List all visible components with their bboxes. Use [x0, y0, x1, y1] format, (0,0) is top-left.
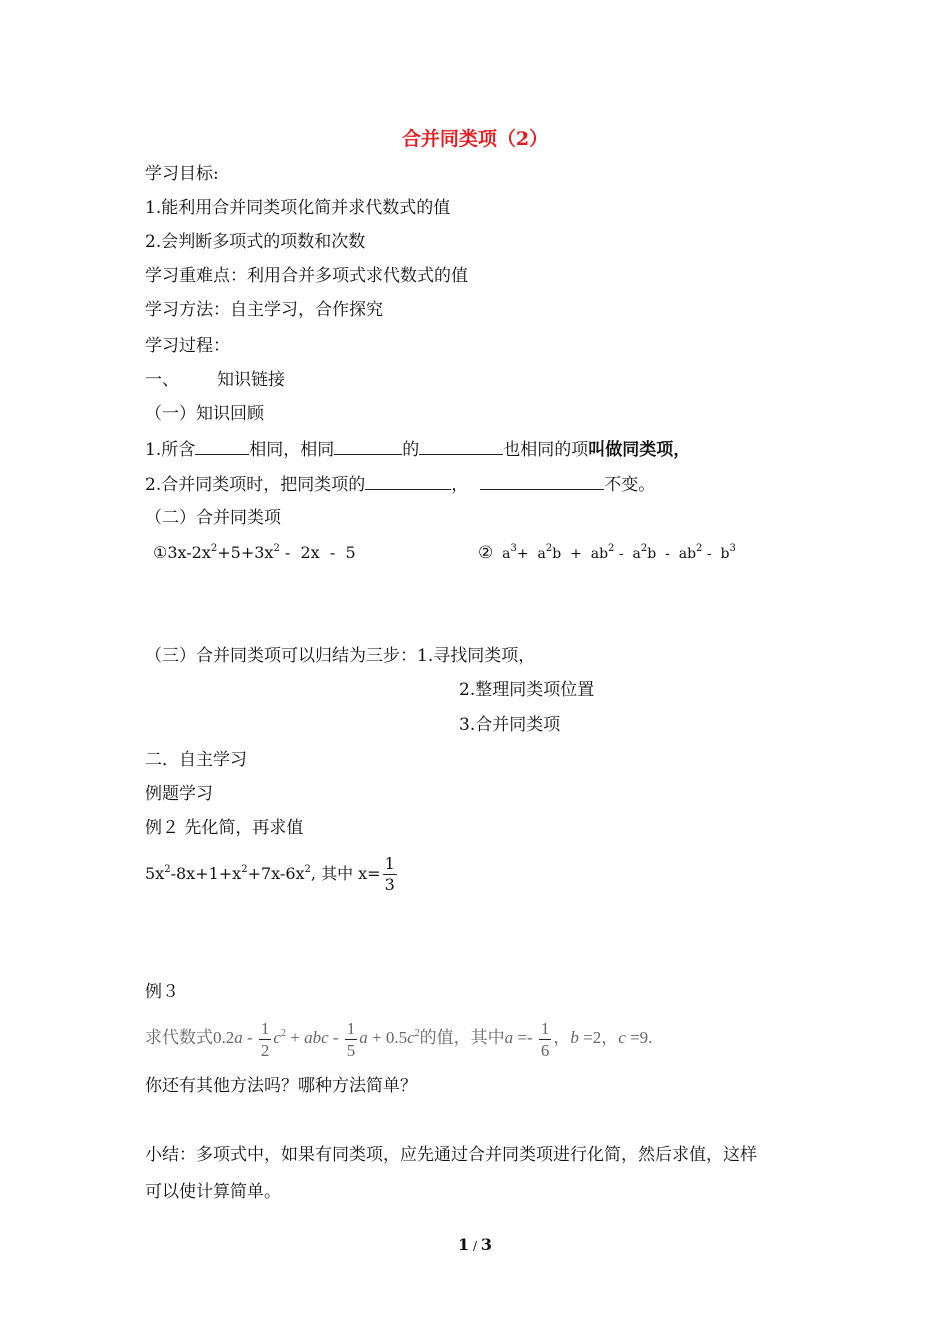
objective-item-2: 2.会判断多项式的项数和次数: [145, 232, 366, 252]
variable: a: [504, 1028, 514, 1047]
exponent: 2: [696, 543, 703, 554]
example-3-heading: 例３: [145, 982, 179, 1002]
example-2-heading: 例２ 先化简，再求值: [145, 818, 304, 838]
q1-text-4: 也相同的项: [503, 440, 589, 460]
denominator: 3: [384, 875, 395, 894]
expr-part: + a: [516, 546, 546, 562]
expr-part: a: [493, 546, 511, 562]
fraction: [383, 856, 397, 893]
example-study-heading: 例题学习: [145, 784, 213, 804]
exponent: 3: [729, 543, 736, 554]
expr-part: , 其中 x=: [310, 864, 381, 883]
expr-part: =2，: [578, 1028, 619, 1047]
fraction: [345, 1020, 358, 1059]
expr-part: 5x: [145, 864, 165, 883]
expr-part: b + ab: [552, 546, 609, 562]
variable: a: [234, 1028, 243, 1047]
denominator: 5: [346, 1040, 356, 1060]
exponent: 2: [640, 543, 648, 554]
exponent: 2: [304, 864, 311, 875]
variable: abc: [304, 1028, 329, 1047]
expr-part: +5+3x: [217, 543, 274, 562]
objectives-heading: 学习目标:: [145, 164, 219, 184]
fill-blank[interactable]: [195, 436, 249, 455]
denominator: 2: [260, 1040, 270, 1060]
expression-1: [153, 541, 356, 565]
subsection-2-heading: （二）合并同类项: [145, 508, 281, 528]
expr-part: 3x-2x: [167, 543, 211, 562]
expr-part: 求代数式0.2: [145, 1028, 235, 1047]
fill-blank[interactable]: [365, 471, 451, 490]
section-1-heading: [145, 368, 285, 392]
fraction: [539, 1020, 552, 1059]
fill-blank[interactable]: [419, 436, 503, 455]
section-1-label: 知识链接: [217, 370, 285, 390]
expr-part: 的值，其中: [419, 1028, 505, 1047]
variable: a: [359, 1028, 368, 1047]
expr-part: +: [285, 1028, 305, 1047]
page-total: 3: [480, 1235, 492, 1254]
fraction: [259, 1020, 272, 1059]
steps-lead: （三）合并同类项可以归结为三步：: [145, 646, 417, 666]
expr-part: - a: [614, 546, 641, 562]
exponent: 2: [164, 864, 171, 875]
numerator: 1: [540, 1018, 550, 1038]
circled-number-1: ①: [153, 543, 168, 562]
exponent: 2: [241, 864, 248, 875]
exponent: 2: [273, 543, 280, 554]
exponent: 2: [545, 543, 553, 554]
denominator: 6: [540, 1040, 550, 1060]
expr-part: =9.: [625, 1028, 653, 1047]
expr-part: -: [242, 1028, 257, 1047]
example-3-expression: [145, 1016, 652, 1060]
numerator: 1: [346, 1018, 356, 1038]
fill-blank[interactable]: [334, 436, 402, 455]
numerator: 1: [384, 854, 395, 873]
learning-process: 学习过程：: [145, 336, 230, 356]
circled-number-2: ②: [478, 543, 494, 563]
page-title: 合并同类项（2）: [401, 128, 549, 150]
page-current: 1: [458, 1235, 470, 1254]
expr-part: - b: [702, 546, 730, 562]
method-question: 你还有其他方法吗？哪种方法简单？: [145, 1076, 417, 1096]
learning-method: 学习方法：自主学习，合作探究: [145, 300, 383, 320]
variable: c: [273, 1028, 281, 1047]
exponent: 2: [210, 543, 218, 554]
q1-text-3: 的: [402, 440, 420, 460]
expr-part: +7x-6x: [247, 864, 305, 883]
page-separator: /: [472, 1239, 478, 1253]
q2-text-2: ，: [451, 475, 469, 495]
page-number: [0, 1235, 950, 1254]
objective-item-1: 1.能利用合并同类项化简并求代数式的值: [145, 198, 451, 218]
question-1: [145, 436, 690, 462]
variable: b: [570, 1028, 579, 1047]
example-2-expression: [145, 852, 399, 896]
exponent: 2: [608, 543, 615, 554]
expr-part: ，: [553, 1028, 571, 1047]
q1-text-1: 1.所含: [145, 440, 196, 460]
key-point: 学习重难点：利用合并多项式求代数式的值: [145, 266, 468, 286]
expr-part: =-: [513, 1028, 537, 1047]
step-2: 2.整理同类项位置: [459, 680, 595, 700]
expr-part: -: [328, 1028, 343, 1047]
q2-text-3: 不变。: [604, 475, 656, 495]
summary-line-1: 小结：多项式中，如果有同类项，应先通过合并同类项进行化简，然后求值，这样: [145, 1145, 757, 1165]
subsection-3-heading: [145, 644, 535, 668]
exponent: 2: [414, 1028, 420, 1039]
step-3: 3.合并同类项: [459, 715, 561, 735]
q1-text-2: 相同，相同: [249, 440, 335, 460]
expr-part: - 2x - 5: [279, 543, 356, 562]
section-1-number: 一、: [145, 370, 179, 390]
expression-2: [478, 541, 736, 566]
q2-text-1: 2.合并同类项时，把同类项的: [145, 475, 366, 495]
fill-blank[interactable]: [480, 471, 604, 490]
variable: c: [618, 1028, 626, 1047]
step-1: 1.寻找同类项，: [417, 646, 536, 666]
subsection-1-heading: （一）知识回顾: [145, 404, 264, 424]
expr-part: b - ab: [647, 546, 697, 562]
numerator: 1: [260, 1018, 270, 1038]
question-2: [145, 471, 655, 497]
section-2-heading: 二．自主学习: [145, 750, 247, 770]
exponent: 3: [510, 543, 517, 554]
expr-part: + 0.5: [367, 1028, 408, 1047]
summary-line-2: 可以使计算简单。: [145, 1182, 281, 1202]
variable: c: [407, 1028, 415, 1047]
exponent: 2: [280, 1028, 286, 1039]
q1-text-bold: 叫做同类项，: [588, 440, 691, 460]
expr-part: -8x+1+x: [170, 864, 242, 883]
